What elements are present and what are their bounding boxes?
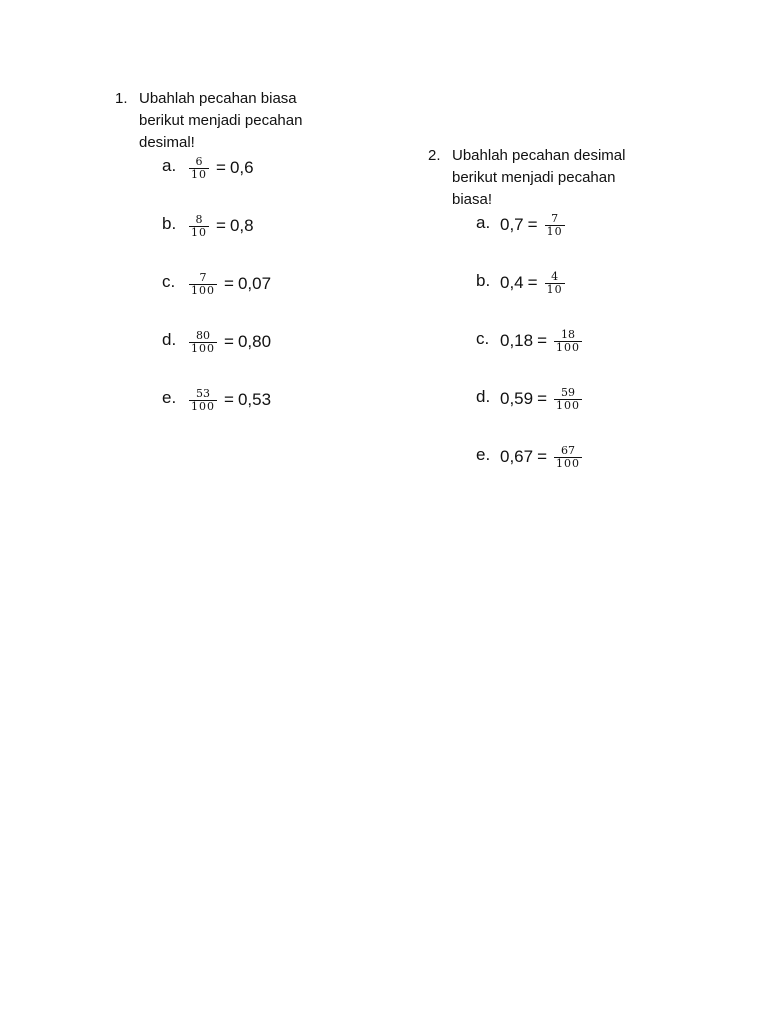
numerator: 59 <box>561 385 576 399</box>
expression <box>186 388 271 412</box>
answer-item <box>476 387 658 445</box>
expression <box>186 156 254 180</box>
decimal-value: 0,67 <box>500 447 534 466</box>
equals-sign: = <box>224 390 234 409</box>
decimal-value: 0,80 <box>237 332 272 351</box>
numerator: 4 <box>551 269 559 283</box>
question-text: Ubahlah pecahan desimal berikut menjadi pecahan biasa! <box>452 147 626 208</box>
expression <box>186 214 254 238</box>
answer-item <box>476 271 658 329</box>
denominator: 10 <box>546 224 563 238</box>
denominator: 10 <box>546 282 563 296</box>
item-letter: b. <box>162 214 177 233</box>
fraction <box>554 329 582 354</box>
question-2-header <box>428 145 658 211</box>
fraction <box>545 271 565 296</box>
numerator: 7 <box>199 270 207 284</box>
numerator: 67 <box>561 443 576 457</box>
decimal-value: 0,53 <box>237 390 272 409</box>
equals-sign: = <box>527 273 538 292</box>
answer-item <box>476 213 658 271</box>
expression <box>500 271 568 295</box>
denominator: 100 <box>556 456 581 470</box>
equals-sign: = <box>527 215 538 234</box>
expression <box>186 272 271 296</box>
decimal-value: 0,07 <box>237 274 272 293</box>
answer-item <box>476 329 658 387</box>
numerator: 53 <box>196 386 210 400</box>
item-letter: b. <box>476 271 491 290</box>
question-1-header <box>115 88 345 154</box>
answer-item <box>162 330 345 388</box>
denominator: 10 <box>191 225 207 239</box>
equals-sign: = <box>216 158 226 177</box>
equals-sign: = <box>537 389 548 408</box>
fraction <box>189 156 209 181</box>
item-letter: c. <box>476 329 490 348</box>
denominator: 100 <box>191 283 215 297</box>
denominator: 100 <box>556 340 581 354</box>
item-letter: d. <box>162 330 177 349</box>
fraction <box>554 387 582 412</box>
question-number: 2. <box>428 147 441 164</box>
answer-list <box>115 156 345 446</box>
expression <box>500 387 585 411</box>
item-letter: a. <box>162 156 177 175</box>
answer-item <box>162 388 345 446</box>
answer-item <box>476 445 658 503</box>
expression <box>186 330 271 354</box>
expression <box>500 329 585 353</box>
fraction <box>545 213 565 238</box>
answer-item <box>162 272 345 330</box>
answer-list <box>428 213 658 503</box>
question-1 <box>115 88 345 446</box>
item-letter: a. <box>476 213 491 232</box>
question-text: Ubahlah pecahan biasa berikut menjadi pecahan desimal! <box>139 90 303 151</box>
item-letter: d. <box>476 387 491 406</box>
fraction <box>189 272 217 297</box>
question-number: 1. <box>115 90 128 107</box>
item-letter: c. <box>162 272 176 291</box>
item-letter: e. <box>476 445 491 464</box>
fraction <box>189 214 209 239</box>
numerator: 6 <box>195 154 203 168</box>
decimal-value: 0,18 <box>500 331 534 350</box>
numerator: 80 <box>196 328 210 342</box>
decimal-value: 0,8 <box>229 216 254 235</box>
answer-item <box>162 214 345 272</box>
equals-sign: = <box>537 447 548 466</box>
decimal-value: 0,59 <box>500 389 534 408</box>
denominator: 100 <box>191 399 215 413</box>
answer-item <box>162 156 345 214</box>
equals-sign: = <box>224 274 234 293</box>
numerator: 18 <box>561 327 576 341</box>
fraction <box>189 388 217 413</box>
decimal-value: 0,6 <box>229 158 254 177</box>
decimal-value: 0,7 <box>500 215 524 234</box>
expression <box>500 445 585 469</box>
denominator: 10 <box>191 167 207 181</box>
question-2 <box>428 145 658 503</box>
item-letter: e. <box>162 388 177 407</box>
fraction <box>189 330 217 355</box>
numerator: 7 <box>551 211 559 225</box>
numerator: 8 <box>195 212 203 226</box>
denominator: 100 <box>556 398 581 412</box>
decimal-value: 0,4 <box>500 273 524 292</box>
expression <box>500 213 568 237</box>
fraction <box>554 445 582 470</box>
equals-sign: = <box>216 216 226 235</box>
equals-sign: = <box>537 331 548 350</box>
denominator: 100 <box>191 341 215 355</box>
equals-sign: = <box>224 332 234 351</box>
